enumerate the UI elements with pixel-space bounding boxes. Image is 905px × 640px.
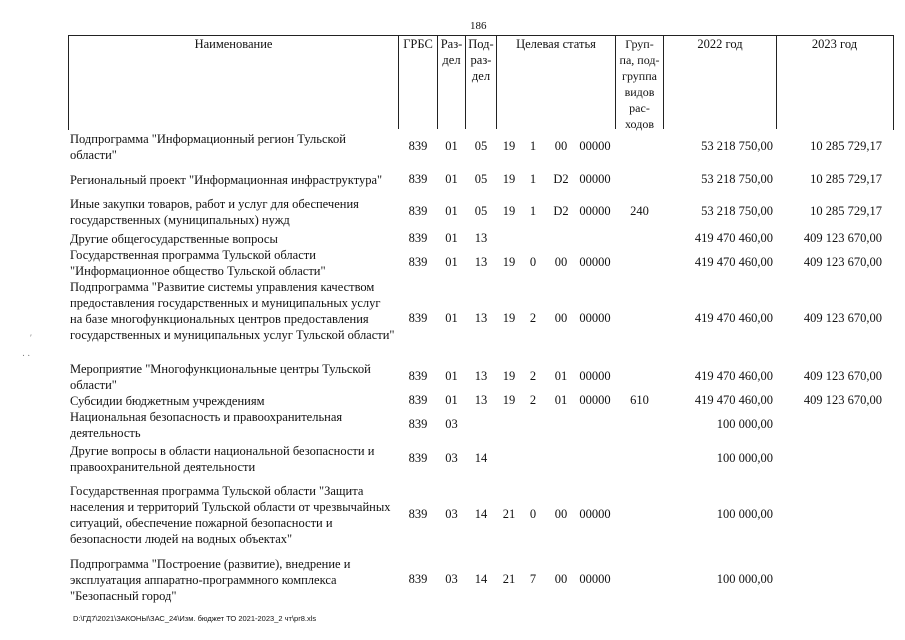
cell-target-event: 01 (554, 369, 568, 383)
cell-podrazdel: 14 (474, 507, 488, 521)
cell-target-subprogram: 7 (529, 572, 537, 586)
cell-2022: 100 000,00 (716, 507, 773, 521)
cell-target-program: 19 (502, 393, 516, 407)
cell-podrazdel: 05 (474, 139, 488, 153)
cell-target-direction: 00000 (579, 507, 611, 521)
cell-name: Субсидии бюджетным учреждениям (70, 394, 265, 408)
cell-target-event: 00 (554, 139, 568, 153)
cell-target-subprogram: 2 (529, 393, 537, 407)
header-2023: 2023 год (811, 37, 858, 51)
cell-podrazdel: 13 (474, 231, 488, 245)
file-path-footer: D:\ГД7\2021\ЗАКОНЫ\ЗАС_24\Изм. бюджет ТО 2021-2023_2 чт\pr8.xls (73, 614, 317, 623)
cell-grbs: 839 (408, 172, 428, 186)
page-number: 186 (470, 20, 487, 32)
cell-target-program: 19 (502, 369, 516, 383)
cell-target-direction: 00000 (579, 139, 611, 153)
cell-target-program: 19 (502, 311, 516, 325)
cell-target-program: 19 (502, 172, 516, 186)
cell-target-subprogram: 1 (529, 204, 537, 218)
cell-target-subprogram: 2 (529, 369, 537, 383)
cell-grbs: 839 (408, 507, 428, 521)
cell-2022: 419 470 460,00 (694, 255, 773, 269)
cell-name: Подпрограмма "Развитие системы управления качеством предоставления государственных и муниципальных услуг на базе многофункциональных центров предоставления государственных и муниципальных услуг Тульской области" (70, 280, 395, 342)
cell-target-program: 19 (502, 204, 516, 218)
cell-2022: 419 470 460,00 (694, 393, 773, 407)
cell-grbs: 839 (408, 417, 428, 431)
cell-name: Мероприятие "Многофункциональные центры Тульской области" (70, 362, 371, 392)
cell-2022: 419 470 460,00 (694, 311, 773, 325)
cell-name: Национальная безопасность и правоохранительная деятельность (70, 410, 343, 440)
cell-target-direction: 00000 (579, 572, 611, 586)
header-gruppa: Груп- па, под- группа видов рас- ходов (619, 37, 660, 131)
cell-2023: 10 285 729,17 (810, 172, 882, 186)
cell-razdel: 01 (445, 369, 458, 383)
cell-podrazdel: 13 (474, 393, 488, 407)
cell-target-event: 00 (554, 255, 568, 269)
scan-mark: ′ (30, 333, 32, 343)
cell-2022: 53 218 750,00 (701, 204, 773, 218)
cell-target-program: 21 (502, 507, 516, 521)
cell-podrazdel: 13 (474, 311, 488, 325)
cell-2023: 409 123 670,00 (803, 369, 882, 383)
cell-razdel: 01 (445, 204, 458, 218)
cell-name: Государственная программа Тульской области "Защита населения и территорий Тульской области от чрезвычайных ситуаций, обеспечение пожарной безопасности и безопасности людей на водных объектах" (70, 484, 391, 546)
cell-razdel: 01 (445, 231, 458, 245)
cell-grbs: 839 (408, 572, 428, 586)
cell-2022: 100 000,00 (716, 451, 773, 465)
cell-grbs: 839 (408, 393, 428, 407)
cell-razdel: 01 (445, 311, 458, 325)
header-podrazdel: Под- раз- дел (468, 37, 494, 83)
cell-target-program: 21 (502, 572, 516, 586)
cell-2022: 100 000,00 (716, 572, 773, 586)
cell-target-direction: 00000 (579, 255, 611, 269)
cell-target-program: 19 (502, 139, 516, 153)
cell-target-direction: 00000 (579, 393, 611, 407)
cell-vid-rashodov: 240 (630, 204, 649, 218)
cell-podrazdel: 14 (474, 451, 488, 465)
header-name: Наименование (194, 37, 273, 51)
cell-2022: 419 470 460,00 (694, 369, 773, 383)
cell-target-event: 00 (554, 572, 568, 586)
cell-razdel: 01 (445, 393, 458, 407)
cell-podrazdel: 14 (474, 572, 488, 586)
cell-2023: 409 123 670,00 (803, 393, 882, 407)
header-celevaya-statya: Целевая статья (516, 37, 596, 51)
cell-name: Иные закупки товаров, работ и услуг для обеспечения государственных (муниципальных) нужд (70, 197, 359, 227)
cell-name: Другие общегосударственные вопросы (70, 232, 278, 246)
cell-razdel: 03 (445, 451, 458, 465)
cell-grbs: 839 (408, 139, 428, 153)
cell-2022: 419 470 460,00 (694, 231, 773, 245)
header-2022: 2022 год (697, 37, 743, 51)
cell-podrazdel: 05 (474, 204, 488, 218)
cell-target-subprogram: 1 (529, 139, 537, 153)
cell-razdel: 01 (445, 139, 458, 153)
scan-mark: ․ ․ (22, 348, 31, 358)
cell-2022: 53 218 750,00 (701, 172, 773, 186)
cell-target-subprogram: 2 (529, 311, 537, 325)
cell-name: Подпрограмма "Информационный регион Тульской области" (70, 132, 346, 162)
cell-2023: 409 123 670,00 (803, 255, 882, 269)
cell-target-direction: 00000 (579, 204, 611, 218)
cell-2022: 53 218 750,00 (701, 139, 773, 153)
cell-target-event: D2 (553, 172, 569, 186)
cell-grbs: 839 (408, 369, 428, 383)
cell-target-program: 19 (502, 255, 516, 269)
cell-target-direction: 00000 (579, 172, 611, 186)
cell-target-event: 01 (554, 393, 568, 407)
cell-name: Государственная программа Тульской области "Информационное общество Тульской области" (70, 248, 326, 278)
cell-grbs: 839 (408, 204, 428, 218)
cell-target-event: D2 (553, 204, 569, 218)
cell-target-subprogram: 0 (529, 507, 537, 521)
cell-grbs: 839 (408, 231, 428, 245)
cell-target-direction: 00000 (579, 311, 611, 325)
cell-name: Региональный проект "Информационная инфраструктура" (70, 173, 383, 187)
cell-2023: 10 285 729,17 (810, 139, 882, 153)
cell-2022: 100 000,00 (716, 417, 773, 431)
cell-razdel: 03 (445, 572, 458, 586)
cell-podrazdel: 05 (474, 172, 488, 186)
cell-razdel: 01 (445, 172, 458, 186)
cell-2023: 409 123 670,00 (803, 311, 882, 325)
cell-2023: 409 123 670,00 (803, 231, 882, 245)
cell-vid-rashodov: 610 (630, 393, 649, 407)
cell-podrazdel: 13 (474, 369, 488, 383)
header-grbs: ГРБС (403, 37, 433, 51)
cell-razdel: 03 (445, 507, 458, 521)
cell-name: Подпрограмма "Построение (развитие), внедрение и эксплуатация аппаратно-программного комплекса "Безопасный город" (70, 557, 351, 603)
cell-2023: 10 285 729,17 (810, 204, 882, 218)
cell-grbs: 839 (408, 255, 428, 269)
cell-target-subprogram: 0 (529, 255, 537, 269)
cell-podrazdel: 13 (474, 255, 488, 269)
cell-name: Другие вопросы в области национальной безопасности и правоохранительной деятельности (70, 444, 375, 474)
cell-target-subprogram: 1 (529, 172, 537, 186)
cell-target-direction: 00000 (579, 369, 611, 383)
header-razdel: Раз- дел (440, 37, 463, 67)
cell-razdel: 03 (445, 417, 458, 431)
cell-grbs: 839 (408, 451, 428, 465)
cell-target-event: 00 (554, 311, 568, 325)
cell-target-event: 00 (554, 507, 568, 521)
cell-razdel: 01 (445, 255, 458, 269)
cell-grbs: 839 (408, 311, 428, 325)
